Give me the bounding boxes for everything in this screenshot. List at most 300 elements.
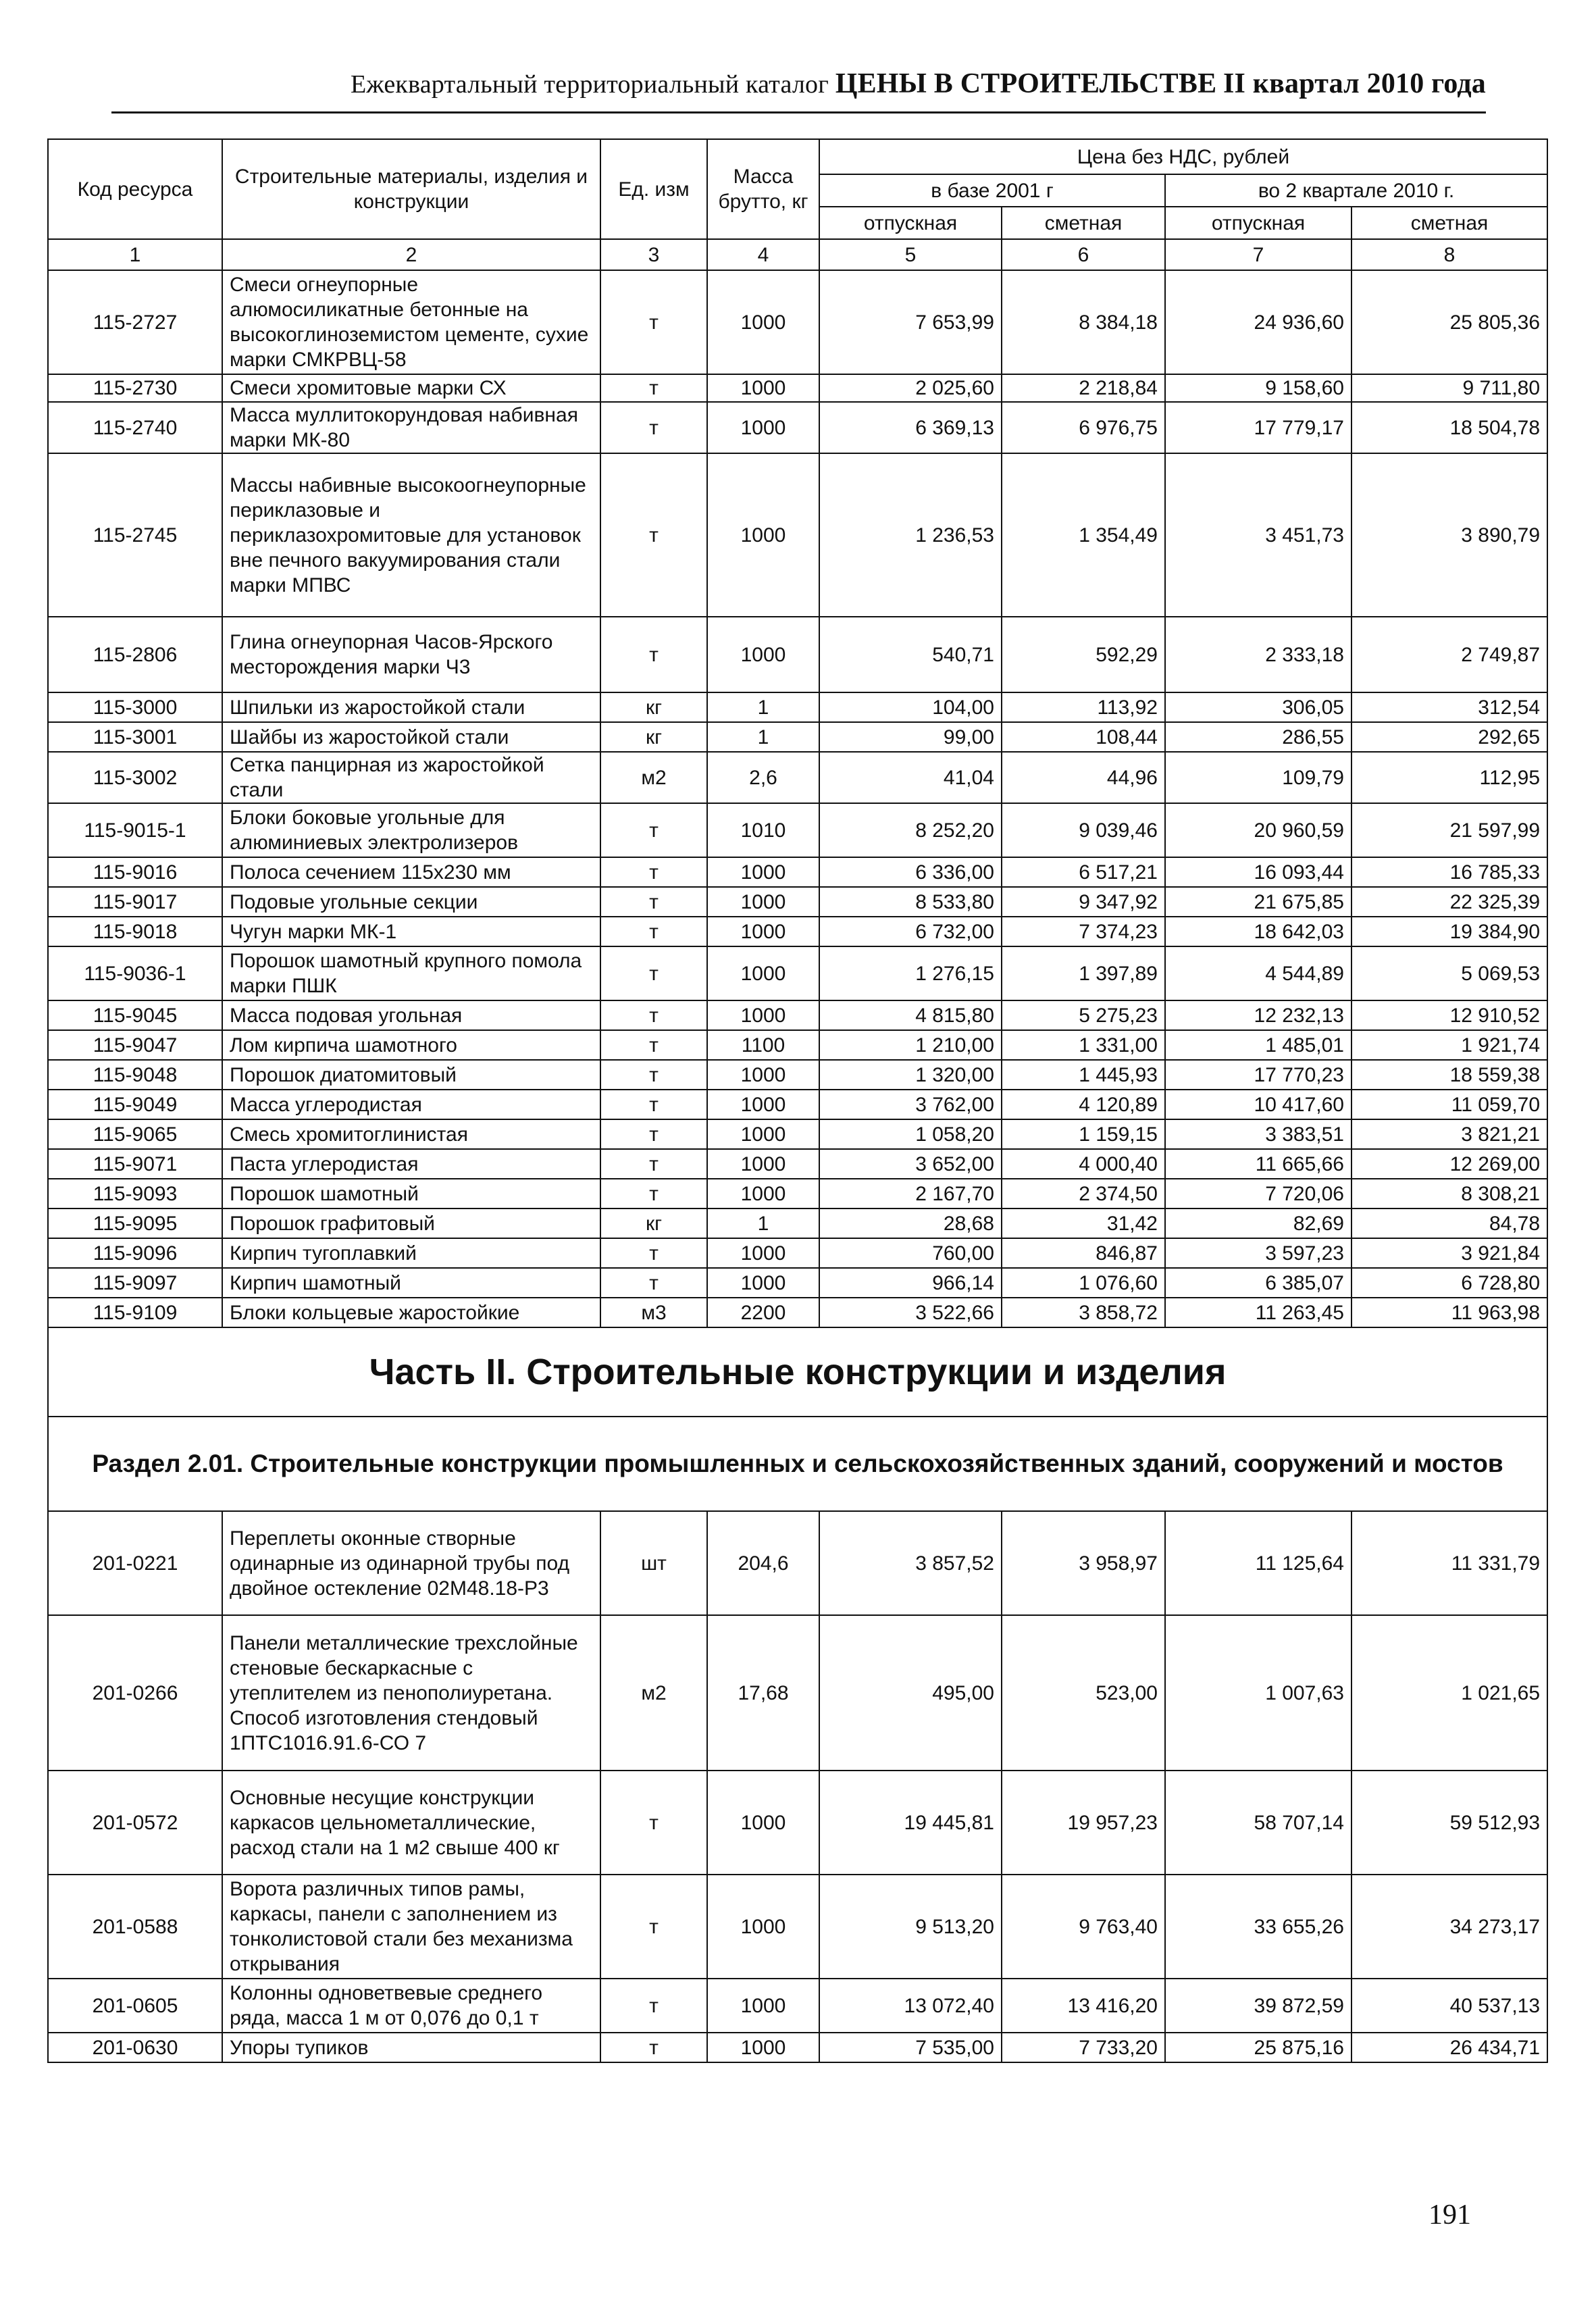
price-base-estimate: 1 445,93	[1002, 1060, 1165, 1090]
price-base-sale: 1 276,15	[819, 946, 1002, 1000]
table-row	[48, 1209, 1547, 1238]
price-current-estimate: 3 921,84	[1352, 1238, 1547, 1268]
resource-code: 115-2740	[48, 402, 222, 453]
price-base-estimate: 108,44	[1002, 722, 1165, 752]
mass-cell: 1	[707, 722, 819, 752]
price-current-sale: 25 875,16	[1165, 2033, 1352, 2062]
price-current-sale: 3 383,51	[1165, 1119, 1352, 1149]
price-current-estimate: 21 597,99	[1352, 803, 1547, 857]
mass-cell: 1000	[707, 374, 819, 402]
section-title: Раздел 2.01. Строительные конструкции промышленных и сельскохозяйственных зданий, сооружений и мостов	[48, 1417, 1547, 1511]
price-base-sale: 9 513,20	[819, 1875, 1002, 1979]
price-table	[47, 138, 1548, 2063]
col-header-q2-2010: во 2 квартале 2010 г.	[1165, 174, 1547, 207]
price-base-sale: 966,14	[819, 1268, 1002, 1298]
col-header-unit: Ед. изм	[600, 139, 707, 239]
col-number: 2	[222, 239, 600, 270]
price-current-sale: 17 770,23	[1165, 1060, 1352, 1090]
unit-cell: шт	[600, 1511, 707, 1615]
mass-cell: 1000	[707, 617, 819, 692]
unit-cell: м3	[600, 1298, 707, 1327]
price-base-estimate: 6 976,75	[1002, 402, 1165, 453]
price-base-sale: 19 445,81	[819, 1771, 1002, 1875]
price-current-estimate: 59 512,93	[1352, 1771, 1547, 1875]
material-name: Переплеты оконные створные одинарные из одинарной трубы под двойное остекление 02М48.18-Р3	[222, 1511, 600, 1615]
unit-cell: т	[600, 1238, 707, 1268]
resource-code: 115-9065	[48, 1119, 222, 1149]
material-name: Смеси огнеупорные алюмосиликатные бетонные на высокоглиноземистом цементе, сухие марки СМКРВЦ-58	[222, 270, 600, 374]
price-base-estimate: 7 374,23	[1002, 917, 1165, 946]
mass-cell: 1000	[707, 1149, 819, 1179]
resource-code: 115-9095	[48, 1209, 222, 1238]
unit-cell: т	[600, 1060, 707, 1090]
mass-cell: 1000	[707, 1060, 819, 1090]
unit-cell: т	[600, 2033, 707, 2062]
table-body-part2	[48, 1511, 1547, 2062]
price-current-sale: 11 665,66	[1165, 1149, 1352, 1179]
col-number: 6	[1002, 239, 1165, 270]
price-current-sale: 11 125,64	[1165, 1511, 1352, 1615]
mass-cell: 1010	[707, 803, 819, 857]
mass-cell: 1000	[707, 1119, 819, 1149]
price-base-estimate: 2 218,84	[1002, 374, 1165, 402]
material-name: Сетка панцирная из жаростойкой стали	[222, 752, 600, 803]
mass-cell: 1000	[707, 1875, 819, 1979]
resource-code: 201-0605	[48, 1979, 222, 2033]
col-number: 5	[819, 239, 1002, 270]
table-row	[48, 402, 1547, 453]
material-name: Шпильки из жаростойкой стали	[222, 692, 600, 722]
price-base-sale: 2 025,60	[819, 374, 1002, 402]
material-name: Полоса сечением 115х230 мм	[222, 857, 600, 887]
price-base-estimate: 8 384,18	[1002, 270, 1165, 374]
price-base-sale: 28,68	[819, 1209, 1002, 1238]
price-base-sale: 7 653,99	[819, 270, 1002, 374]
price-base-sale: 41,04	[819, 752, 1002, 803]
price-base-estimate: 13 416,20	[1002, 1979, 1165, 2033]
price-current-estimate: 40 537,13	[1352, 1979, 1547, 2033]
unit-cell: т	[600, 1268, 707, 1298]
price-base-estimate: 592,29	[1002, 617, 1165, 692]
table-body-part1	[48, 239, 1547, 1327]
price-current-sale: 82,69	[1165, 1209, 1352, 1238]
price-base-estimate: 523,00	[1002, 1615, 1165, 1771]
material-name: Упоры тупиков	[222, 2033, 600, 2062]
col-header-base-2001: в базе 2001 г	[819, 174, 1165, 207]
resource-code: 115-3002	[48, 752, 222, 803]
price-base-estimate: 44,96	[1002, 752, 1165, 803]
table-row	[48, 722, 1547, 752]
price-base-estimate: 3 858,72	[1002, 1298, 1165, 1327]
price-base-estimate: 9 039,46	[1002, 803, 1165, 857]
unit-cell: кг	[600, 722, 707, 752]
price-base-estimate: 2 374,50	[1002, 1179, 1165, 1209]
unit-cell: кг	[600, 692, 707, 722]
price-current-sale: 109,79	[1165, 752, 1352, 803]
material-name: Масса подовая угольная	[222, 1000, 600, 1030]
table-row	[48, 617, 1547, 692]
resource-code: 115-9036-1	[48, 946, 222, 1000]
table-row	[48, 1875, 1547, 1979]
part-title: Часть II. Строительные конструкции и изделия	[48, 1327, 1547, 1417]
price-current-estimate: 22 325,39	[1352, 887, 1547, 917]
price-base-estimate: 9 347,92	[1002, 887, 1165, 917]
price-current-sale: 2 333,18	[1165, 617, 1352, 692]
price-current-sale: 17 779,17	[1165, 402, 1352, 453]
price-base-sale: 540,71	[819, 617, 1002, 692]
material-name: Порошок шамотный крупного помола марки ПШК	[222, 946, 600, 1000]
price-base-sale: 8 252,20	[819, 803, 1002, 857]
price-current-sale: 20 960,59	[1165, 803, 1352, 857]
material-name: Порошок диатомитовый	[222, 1060, 600, 1090]
material-name: Масса муллитокорундовая набивная марки МК-80	[222, 402, 600, 453]
material-name: Блоки кольцевые жаростойкие	[222, 1298, 600, 1327]
material-name: Ворота различных типов рамы, каркасы, панели с заполнением из тонколистовой стали без механизма открывания	[222, 1875, 600, 1979]
material-name: Масса углеродистая	[222, 1090, 600, 1119]
price-current-estimate: 19 384,90	[1352, 917, 1547, 946]
table-row	[48, 692, 1547, 722]
price-current-sale: 1 485,01	[1165, 1030, 1352, 1060]
resource-code: 115-9096	[48, 1238, 222, 1268]
material-name: Лом кирпича шамотного	[222, 1030, 600, 1060]
part-heading-row	[48, 1327, 1547, 1417]
resource-code: 115-2745	[48, 453, 222, 617]
price-current-sale: 4 544,89	[1165, 946, 1352, 1000]
table-row	[48, 1060, 1547, 1090]
price-base-estimate: 31,42	[1002, 1209, 1165, 1238]
col-number: 8	[1352, 239, 1547, 270]
material-name: Порошок шамотный	[222, 1179, 600, 1209]
price-current-sale: 7 720,06	[1165, 1179, 1352, 1209]
col-header-estimate: сметная	[1352, 207, 1547, 239]
unit-cell: т	[600, 1979, 707, 2033]
price-current-estimate: 11 331,79	[1352, 1511, 1547, 1615]
price-current-sale: 11 263,45	[1165, 1298, 1352, 1327]
price-current-estimate: 34 273,17	[1352, 1875, 1547, 1979]
resource-code: 115-3000	[48, 692, 222, 722]
col-number: 4	[707, 239, 819, 270]
price-current-estimate: 3 821,21	[1352, 1119, 1547, 1149]
price-base-estimate: 3 958,97	[1002, 1511, 1165, 1615]
price-base-sale: 1 320,00	[819, 1060, 1002, 1090]
price-base-estimate: 4 000,40	[1002, 1149, 1165, 1179]
col-header-name: Строительные материалы, изделия и конструкции	[222, 139, 600, 239]
part-heading-body	[48, 1327, 1547, 1511]
unit-cell: м2	[600, 1615, 707, 1771]
unit-cell: кг	[600, 1209, 707, 1238]
price-base-estimate: 1 354,49	[1002, 453, 1165, 617]
resource-code: 115-9016	[48, 857, 222, 887]
resource-code: 115-9047	[48, 1030, 222, 1060]
resource-code: 115-9109	[48, 1298, 222, 1327]
price-current-sale: 24 936,60	[1165, 270, 1352, 374]
col-header-sale: отпускная	[819, 207, 1002, 239]
price-base-sale: 3 522,66	[819, 1298, 1002, 1327]
price-current-estimate: 18 559,38	[1352, 1060, 1547, 1090]
price-current-sale: 1 007,63	[1165, 1615, 1352, 1771]
table-row	[48, 857, 1547, 887]
price-base-estimate: 9 763,40	[1002, 1875, 1165, 1979]
mass-cell: 204,6	[707, 1511, 819, 1615]
price-current-sale: 10 417,60	[1165, 1090, 1352, 1119]
price-current-sale: 16 093,44	[1165, 857, 1352, 887]
unit-cell: т	[600, 1149, 707, 1179]
unit-cell: т	[600, 374, 707, 402]
material-name: Порошок графитовый	[222, 1209, 600, 1238]
column-numbers-row	[48, 239, 1547, 270]
resource-code: 201-0588	[48, 1875, 222, 1979]
price-current-estimate: 2 749,87	[1352, 617, 1547, 692]
price-base-sale: 1 236,53	[819, 453, 1002, 617]
col-header-estimate: сметная	[1002, 207, 1165, 239]
table-row	[48, 1090, 1547, 1119]
price-current-estimate: 3 890,79	[1352, 453, 1547, 617]
table-row	[48, 887, 1547, 917]
unit-cell: т	[600, 402, 707, 453]
table-row	[48, 1771, 1547, 1875]
price-base-sale: 6 336,00	[819, 857, 1002, 887]
mass-cell: 1000	[707, 1238, 819, 1268]
col-number: 1	[48, 239, 222, 270]
section-heading-row	[48, 1417, 1547, 1511]
unit-cell: т	[600, 1119, 707, 1149]
material-name: Смеси хромитовые марки СХ	[222, 374, 600, 402]
price-current-estimate: 8 308,21	[1352, 1179, 1547, 1209]
price-base-estimate: 19 957,23	[1002, 1771, 1165, 1875]
material-name: Кирпич тугоплавкий	[222, 1238, 600, 1268]
price-base-sale: 3 762,00	[819, 1090, 1002, 1119]
price-base-estimate: 7 733,20	[1002, 2033, 1165, 2062]
unit-cell: т	[600, 1000, 707, 1030]
unit-cell: т	[600, 803, 707, 857]
mass-cell: 1000	[707, 1000, 819, 1030]
price-current-sale: 12 232,13	[1165, 1000, 1352, 1030]
table-row	[48, 1179, 1547, 1209]
price-current-estimate: 312,54	[1352, 692, 1547, 722]
resource-code: 201-0630	[48, 2033, 222, 2062]
price-current-sale: 286,55	[1165, 722, 1352, 752]
price-base-estimate: 5 275,23	[1002, 1000, 1165, 1030]
price-current-sale: 9 158,60	[1165, 374, 1352, 402]
price-base-estimate: 113,92	[1002, 692, 1165, 722]
resource-code: 115-3001	[48, 722, 222, 752]
table-row	[48, 374, 1547, 402]
price-current-estimate: 26 434,71	[1352, 2033, 1547, 2062]
price-current-sale: 306,05	[1165, 692, 1352, 722]
col-number: 3	[600, 239, 707, 270]
price-base-estimate: 1 076,60	[1002, 1268, 1165, 1298]
price-base-sale: 495,00	[819, 1615, 1002, 1771]
price-current-estimate: 12 910,52	[1352, 1000, 1547, 1030]
mass-cell: 1000	[707, 402, 819, 453]
table-row	[48, 946, 1547, 1000]
price-current-sale: 3 597,23	[1165, 1238, 1352, 1268]
price-current-sale: 58 707,14	[1165, 1771, 1352, 1875]
resource-code: 115-9015-1	[48, 803, 222, 857]
resource-code: 115-9018	[48, 917, 222, 946]
unit-cell: т	[600, 1030, 707, 1060]
col-number: 7	[1165, 239, 1352, 270]
unit-cell: м2	[600, 752, 707, 803]
mass-cell: 1000	[707, 1979, 819, 2033]
price-current-estimate: 1 021,65	[1352, 1615, 1547, 1771]
price-base-estimate: 1 397,89	[1002, 946, 1165, 1000]
table-row	[48, 453, 1547, 617]
table-row	[48, 803, 1547, 857]
price-base-estimate: 4 120,89	[1002, 1090, 1165, 1119]
price-current-estimate: 18 504,78	[1352, 402, 1547, 453]
price-base-estimate: 1 331,00	[1002, 1030, 1165, 1060]
price-current-estimate: 292,65	[1352, 722, 1547, 752]
price-current-estimate: 84,78	[1352, 1209, 1547, 1238]
resource-code: 115-2730	[48, 374, 222, 402]
material-name: Кирпич шамотный	[222, 1268, 600, 1298]
header-period: II квартал 2010 года	[1222, 68, 1486, 99]
unit-cell: т	[600, 1090, 707, 1119]
mass-cell: 1000	[707, 1179, 819, 1209]
resource-code: 115-9017	[48, 887, 222, 917]
col-header-sale: отпускная	[1165, 207, 1352, 239]
price-current-sale: 6 385,07	[1165, 1268, 1352, 1298]
mass-cell: 2,6	[707, 752, 819, 803]
price-base-estimate: 6 517,21	[1002, 857, 1165, 887]
mass-cell: 1	[707, 1209, 819, 1238]
price-base-estimate: 846,87	[1002, 1238, 1165, 1268]
resource-code: 115-9071	[48, 1149, 222, 1179]
unit-cell: т	[600, 857, 707, 887]
mass-cell: 1100	[707, 1030, 819, 1060]
price-current-estimate: 11 963,98	[1352, 1298, 1547, 1327]
price-current-estimate: 1 921,74	[1352, 1030, 1547, 1060]
unit-cell: т	[600, 1179, 707, 1209]
material-name: Колонны одноветвевые среднего ряда, масса 1 м от 0,076 до 0,1 т	[222, 1979, 600, 2033]
header-rule	[111, 111, 1486, 113]
mass-cell: 1	[707, 692, 819, 722]
price-current-sale: 3 451,73	[1165, 453, 1352, 617]
material-name: Смесь хромитоглинистая	[222, 1119, 600, 1149]
table-row	[48, 270, 1547, 374]
mass-cell: 2200	[707, 1298, 819, 1327]
unit-cell: т	[600, 1771, 707, 1875]
price-current-estimate: 112,95	[1352, 752, 1547, 803]
unit-cell: т	[600, 617, 707, 692]
unit-cell: т	[600, 453, 707, 617]
table-row	[48, 1979, 1547, 2033]
table-row	[48, 1268, 1547, 1298]
unit-cell: т	[600, 1875, 707, 1979]
price-current-estimate: 12 269,00	[1352, 1149, 1547, 1179]
unit-cell: т	[600, 946, 707, 1000]
table-row	[48, 1511, 1547, 1615]
resource-code: 201-0221	[48, 1511, 222, 1615]
price-base-sale: 3 857,52	[819, 1511, 1002, 1615]
material-name: Чугун марки МК-1	[222, 917, 600, 946]
material-name: Глина огнеупорная Часов-Ярского месторождения марки Ч3	[222, 617, 600, 692]
price-base-sale: 760,00	[819, 1238, 1002, 1268]
material-name: Паста углеродистая	[222, 1149, 600, 1179]
mass-cell: 1000	[707, 946, 819, 1000]
material-name: Блоки боковые угольные для алюминиевых электролизеров	[222, 803, 600, 857]
col-header-mass: Масса брутто, кг	[707, 139, 819, 239]
unit-cell: т	[600, 270, 707, 374]
table-row	[48, 1238, 1547, 1268]
table-row	[48, 1298, 1547, 1327]
unit-cell: т	[600, 917, 707, 946]
price-current-estimate: 25 805,36	[1352, 270, 1547, 374]
price-base-sale: 1 210,00	[819, 1030, 1002, 1060]
price-current-estimate: 11 059,70	[1352, 1090, 1547, 1119]
price-base-sale: 6 732,00	[819, 917, 1002, 946]
mass-cell: 1000	[707, 1090, 819, 1119]
price-base-sale: 1 058,20	[819, 1119, 1002, 1149]
resource-code: 115-2806	[48, 617, 222, 692]
price-base-sale: 13 072,40	[819, 1979, 1002, 2033]
mass-cell: 1000	[707, 453, 819, 617]
table-row	[48, 1149, 1547, 1179]
mass-cell: 1000	[707, 887, 819, 917]
table-row	[48, 917, 1547, 946]
price-current-estimate: 16 785,33	[1352, 857, 1547, 887]
material-name: Основные несущие конструкции каркасов цельнометаллические, расход стали на 1 м2 свыше 400 кг	[222, 1771, 600, 1875]
col-header-price: Цена без НДС, рублей	[819, 139, 1547, 174]
price-current-sale: 18 642,03	[1165, 917, 1352, 946]
table-row	[48, 752, 1547, 803]
unit-cell: т	[600, 887, 707, 917]
material-name: Панели металлические трехслойные стеновые бескаркасные с утеплителем из пенополиуретана. Способ изготовления стендовый 1ПТС1016.91.6-СО 7	[222, 1615, 600, 1771]
price-current-estimate: 9 711,80	[1352, 374, 1547, 402]
col-header-code: Код ресурса	[48, 139, 222, 239]
price-current-sale: 21 675,85	[1165, 887, 1352, 917]
mass-cell: 1000	[707, 2033, 819, 2062]
price-base-sale: 2 167,70	[819, 1179, 1002, 1209]
resource-code: 115-9045	[48, 1000, 222, 1030]
price-base-sale: 7 535,00	[819, 2033, 1002, 2062]
price-base-sale: 3 652,00	[819, 1149, 1002, 1179]
table-row	[48, 1119, 1547, 1149]
resource-code: 115-9093	[48, 1179, 222, 1209]
mass-cell: 1000	[707, 270, 819, 374]
header-title: ЦЕНЫ В СТРОИТЕЛЬСТВЕ	[835, 68, 1217, 99]
price-current-sale: 39 872,59	[1165, 1979, 1352, 2033]
resource-code: 201-0266	[48, 1615, 222, 1771]
resource-code: 115-9048	[48, 1060, 222, 1090]
table-row	[48, 1000, 1547, 1030]
table-row	[48, 1615, 1547, 1771]
page-header	[111, 68, 1486, 100]
mass-cell: 1000	[707, 1771, 819, 1875]
header-catalog: Ежеквартальный территориальный каталог	[351, 70, 829, 99]
table-row	[48, 2033, 1547, 2062]
price-base-sale: 8 533,80	[819, 887, 1002, 917]
material-name: Массы набивные высокоогнеупорные периклазовые и периклазохромитовые для установок вне печного вакуумирования стали марки МПВС	[222, 453, 600, 617]
price-current-sale: 33 655,26	[1165, 1875, 1352, 1979]
resource-code: 115-9097	[48, 1268, 222, 1298]
resource-code: 115-9049	[48, 1090, 222, 1119]
material-name: Шайбы из жаростойкой стали	[222, 722, 600, 752]
price-base-sale: 104,00	[819, 692, 1002, 722]
mass-cell: 17,68	[707, 1615, 819, 1771]
price-base-sale: 4 815,80	[819, 1000, 1002, 1030]
price-base-estimate: 1 159,15	[1002, 1119, 1165, 1149]
price-base-sale: 99,00	[819, 722, 1002, 752]
price-current-estimate: 6 728,80	[1352, 1268, 1547, 1298]
resource-code: 201-0572	[48, 1771, 222, 1875]
price-base-sale: 6 369,13	[819, 402, 1002, 453]
mass-cell: 1000	[707, 857, 819, 887]
material-name: Подовые угольные секции	[222, 887, 600, 917]
page-number: 191	[1428, 2199, 1471, 2231]
table-row	[48, 1030, 1547, 1060]
